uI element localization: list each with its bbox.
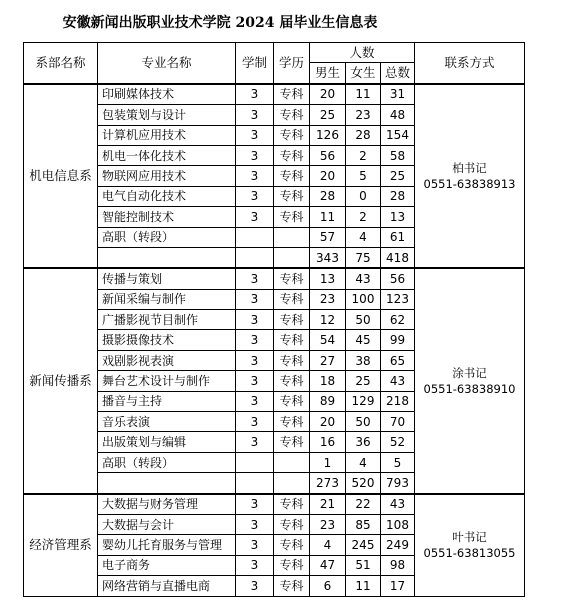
male-count-cell: 47 (310, 555, 346, 575)
contact-phone: 0551-63838910 (423, 381, 516, 396)
dept-name-cell: 新闻传播系 (24, 268, 98, 493)
male-count-cell: 20 (310, 166, 346, 186)
contact-phone: 0551-63838913 (423, 177, 516, 192)
duration-cell: 3 (236, 371, 274, 391)
duration-cell: 3 (236, 289, 274, 309)
major-cell: 播音与主持 (98, 391, 236, 411)
total-count-cell: 56 (381, 268, 415, 289)
male-count-cell: 343 (310, 247, 346, 268)
total-count-cell: 249 (381, 535, 415, 555)
total-count-cell: 43 (381, 494, 415, 515)
duration-cell: 3 (236, 84, 274, 105)
male-count-cell: 20 (310, 84, 346, 105)
total-count-cell: 25 (381, 166, 415, 186)
total-count-cell: 31 (381, 84, 415, 105)
graduate-info-table (23, 42, 525, 597)
male-count-cell: 12 (310, 310, 346, 330)
degree-cell (274, 473, 310, 494)
major-cell: 机电一体化技术 (98, 145, 236, 165)
male-count-cell: 23 (310, 289, 346, 309)
degree-cell: 专科 (274, 514, 310, 534)
total-count-cell: 52 (381, 432, 415, 452)
duration-cell: 3 (236, 514, 274, 534)
female-count-cell: 50 (346, 310, 381, 330)
contact-cell (415, 494, 525, 596)
duration-cell (236, 227, 274, 247)
duration-cell: 3 (236, 350, 274, 370)
male-count-cell: 23 (310, 514, 346, 534)
male-count-cell: 273 (310, 473, 346, 494)
degree-cell: 专科 (274, 432, 310, 452)
table-body (24, 43, 525, 597)
page-title: 安徽新闻出版职业技术学院 2024 届毕业生信息表 (62, 15, 378, 31)
duration-cell: 3 (236, 145, 274, 165)
header-degree: 学历 (274, 43, 310, 84)
male-count-cell: 126 (310, 125, 346, 145)
total-count-cell: 62 (381, 310, 415, 330)
male-count-cell: 89 (310, 391, 346, 411)
major-cell: 婴幼儿托育服务与管理 (98, 535, 236, 555)
male-count-cell: 56 (310, 145, 346, 165)
female-count-cell: 36 (346, 432, 381, 452)
total-count-cell: 58 (381, 145, 415, 165)
male-count-cell: 28 (310, 186, 346, 206)
header-total: 总数 (381, 63, 415, 84)
header-duration: 学制 (236, 43, 274, 84)
major-cell (98, 473, 236, 494)
degree-cell: 专科 (274, 412, 310, 432)
contact-name: 叶书记 (452, 530, 487, 545)
major-cell: 传播与策划 (98, 268, 236, 289)
major-cell: 计算机应用技术 (98, 125, 236, 145)
duration-cell: 3 (236, 166, 274, 186)
female-count-cell: 50 (346, 412, 381, 432)
major-cell: 大数据与会计 (98, 514, 236, 534)
male-count-cell: 4 (310, 535, 346, 555)
duration-cell: 3 (236, 186, 274, 206)
degree-cell: 专科 (274, 166, 310, 186)
female-count-cell: 2 (346, 145, 381, 165)
total-count-cell: 28 (381, 186, 415, 206)
total-count-cell: 13 (381, 207, 415, 227)
degree-cell (274, 452, 310, 472)
female-count-cell: 520 (346, 473, 381, 494)
duration-cell: 3 (236, 432, 274, 452)
duration-cell: 3 (236, 494, 274, 515)
dept-name-cell: 经济管理系 (24, 494, 98, 596)
total-count-cell: 48 (381, 105, 415, 125)
male-count-cell: 16 (310, 432, 346, 452)
degree-cell: 专科 (274, 350, 310, 370)
degree-cell: 专科 (274, 535, 310, 555)
female-count-cell: 11 (346, 84, 381, 105)
dept-name-cell: 机电信息系 (24, 84, 98, 269)
major-cell: 电子商务 (98, 555, 236, 575)
major-cell: 音乐表演 (98, 412, 236, 432)
female-count-cell: 43 (346, 268, 381, 289)
degree-cell: 专科 (274, 391, 310, 411)
major-cell: 高职（转段） (98, 452, 236, 472)
duration-cell: 3 (236, 268, 274, 289)
duration-cell: 3 (236, 125, 274, 145)
header-dept: 系部名称 (24, 43, 98, 84)
table-row (24, 268, 525, 289)
major-cell: 网络营销与直播电商 (98, 576, 236, 596)
duration-cell: 3 (236, 555, 274, 575)
total-count-cell: 418 (381, 247, 415, 268)
female-count-cell: 85 (346, 514, 381, 534)
male-count-cell: 13 (310, 268, 346, 289)
degree-cell: 专科 (274, 105, 310, 125)
total-count-cell: 70 (381, 412, 415, 432)
female-count-cell: 5 (346, 166, 381, 186)
duration-cell: 3 (236, 207, 274, 227)
contact-name: 涂书记 (452, 365, 487, 380)
female-count-cell: 0 (346, 186, 381, 206)
female-count-cell: 75 (346, 247, 381, 268)
female-count-cell: 129 (346, 391, 381, 411)
duration-cell: 3 (236, 391, 274, 411)
male-count-cell: 21 (310, 494, 346, 515)
female-count-cell: 245 (346, 535, 381, 555)
degree-cell: 专科 (274, 125, 310, 145)
total-count-cell: 98 (381, 555, 415, 575)
table-row (24, 84, 525, 105)
degree-cell: 专科 (274, 268, 310, 289)
male-count-cell: 54 (310, 330, 346, 350)
duration-cell: 3 (236, 330, 274, 350)
duration-cell: 3 (236, 105, 274, 125)
female-count-cell: 11 (346, 576, 381, 596)
total-count-cell: 218 (381, 391, 415, 411)
total-count-cell: 43 (381, 371, 415, 391)
duration-cell: 3 (236, 412, 274, 432)
male-count-cell: 11 (310, 207, 346, 227)
contact-cell (415, 84, 525, 269)
degree-cell: 专科 (274, 371, 310, 391)
total-count-cell: 123 (381, 289, 415, 309)
female-count-cell: 4 (346, 452, 381, 472)
female-count-cell: 2 (346, 207, 381, 227)
major-cell (98, 247, 236, 268)
total-count-cell: 17 (381, 576, 415, 596)
female-count-cell: 28 (346, 125, 381, 145)
degree-cell: 专科 (274, 186, 310, 206)
degree-cell: 专科 (274, 576, 310, 596)
duration-cell: 3 (236, 535, 274, 555)
major-cell: 高职（转段） (98, 227, 236, 247)
major-cell: 广播影视节目制作 (98, 310, 236, 330)
duration-cell (236, 247, 274, 268)
major-cell: 大数据与财务管理 (98, 494, 236, 515)
degree-cell: 专科 (274, 145, 310, 165)
major-cell: 包装策划与设计 (98, 105, 236, 125)
major-cell: 新闻采编与制作 (98, 289, 236, 309)
header-row-1 (24, 43, 525, 63)
male-count-cell: 57 (310, 227, 346, 247)
duration-cell (236, 473, 274, 494)
female-count-cell: 23 (346, 105, 381, 125)
major-cell: 舞台艺术设计与制作 (98, 371, 236, 391)
header-male: 男生 (310, 63, 346, 84)
duration-cell: 3 (236, 310, 274, 330)
male-count-cell: 6 (310, 576, 346, 596)
major-cell: 摄影摄像技术 (98, 330, 236, 350)
major-cell: 电气自动化技术 (98, 186, 236, 206)
male-count-cell: 20 (310, 412, 346, 432)
degree-cell (274, 227, 310, 247)
degree-cell: 专科 (274, 330, 310, 350)
male-count-cell: 25 (310, 105, 346, 125)
total-count-cell: 108 (381, 514, 415, 534)
female-count-cell: 25 (346, 371, 381, 391)
contact-cell (415, 268, 525, 493)
major-cell: 戏剧影视表演 (98, 350, 236, 370)
contact-name: 柏书记 (452, 161, 487, 176)
total-count-cell: 5 (381, 452, 415, 472)
male-count-cell: 1 (310, 452, 346, 472)
male-count-cell: 18 (310, 371, 346, 391)
duration-cell: 3 (236, 576, 274, 596)
degree-cell: 专科 (274, 289, 310, 309)
degree-cell: 专科 (274, 84, 310, 105)
female-count-cell: 45 (346, 330, 381, 350)
total-count-cell: 65 (381, 350, 415, 370)
table-row (24, 494, 525, 515)
major-cell: 智能控制技术 (98, 207, 236, 227)
female-count-cell: 51 (346, 555, 381, 575)
header-major: 专业名称 (98, 43, 236, 84)
degree-cell: 专科 (274, 555, 310, 575)
degree-cell: 专科 (274, 310, 310, 330)
header-contact: 联系方式 (415, 43, 525, 84)
total-count-cell: 99 (381, 330, 415, 350)
degree-cell: 专科 (274, 207, 310, 227)
total-count-cell: 61 (381, 227, 415, 247)
header-count: 人数 (310, 43, 415, 63)
female-count-cell: 100 (346, 289, 381, 309)
contact-phone: 0551-63813055 (423, 546, 516, 561)
female-count-cell: 4 (346, 227, 381, 247)
header-female: 女生 (346, 63, 381, 84)
male-count-cell: 27 (310, 350, 346, 370)
total-count-cell: 793 (381, 473, 415, 494)
major-cell: 印刷媒体技术 (98, 84, 236, 105)
female-count-cell: 38 (346, 350, 381, 370)
major-cell: 物联网应用技术 (98, 166, 236, 186)
duration-cell (236, 452, 274, 472)
total-count-cell: 154 (381, 125, 415, 145)
female-count-cell: 22 (346, 494, 381, 515)
major-cell: 出版策划与编辑 (98, 432, 236, 452)
degree-cell (274, 247, 310, 268)
degree-cell: 专科 (274, 494, 310, 515)
